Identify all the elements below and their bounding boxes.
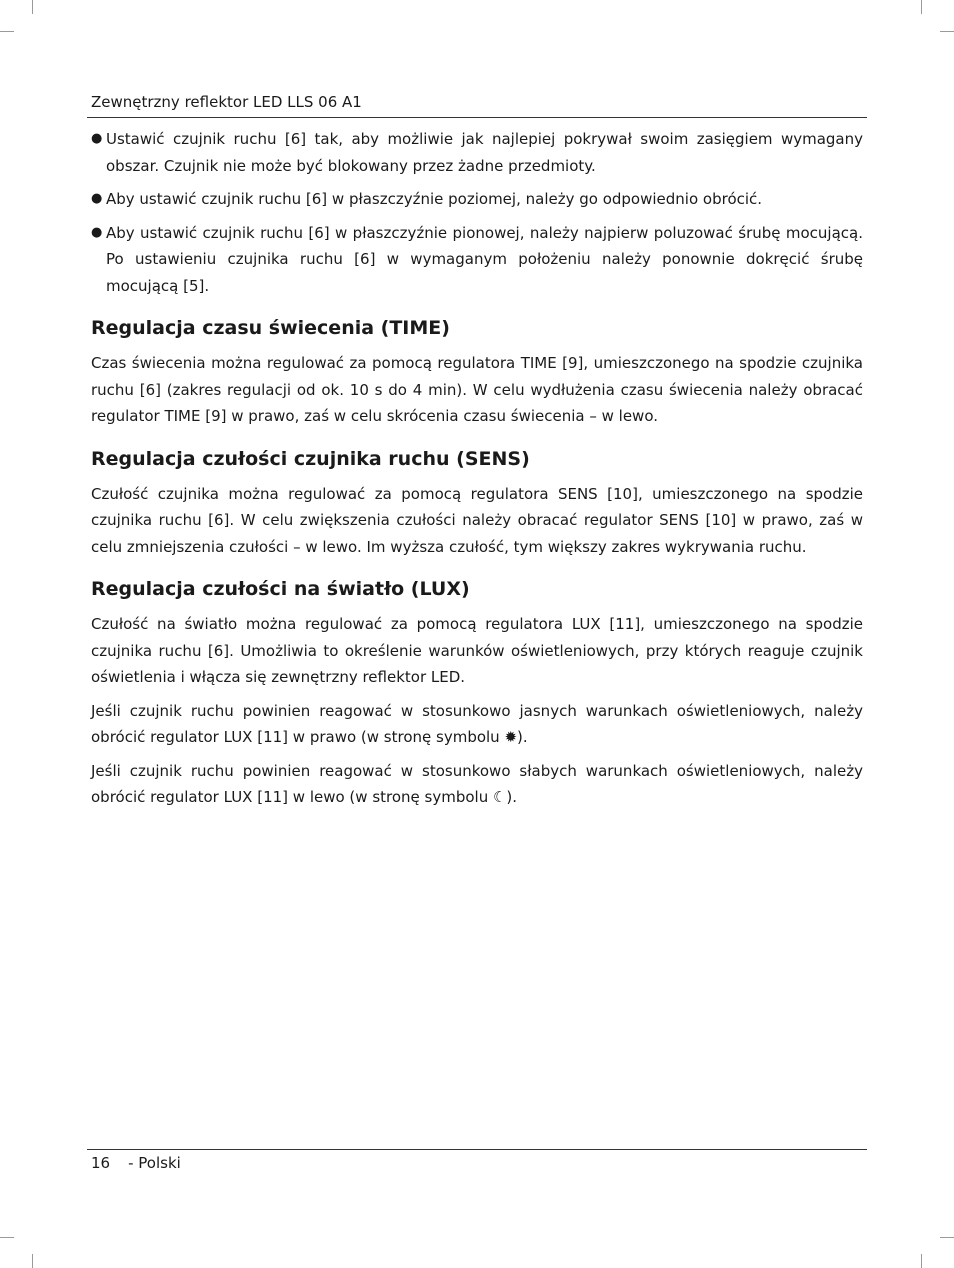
header-divider: [87, 117, 867, 118]
bullet-icon: ●: [91, 131, 103, 146]
crop-mark: [32, 0, 33, 14]
crop-mark: [921, 0, 922, 14]
section-heading-time: Regulacja czasu świecenia (TIME): [91, 317, 450, 339]
paragraph: Czułość na światło można regulować za pomocą regulatora LUX [11], umieszczonego na spodzie czujnika ruchu [6]. Umożliwia to określenie warunków oświetleniowych, przy których reaguje czujnik oświetlenia i włącza się zewnętrzny reflektor LED.: [91, 615, 863, 686]
paragraph: Jeśli czujnik ruchu powinien reagować w stosunkowo jasnych warunkach oświetleniowych, należy obrócić regulator LUX [11] w prawo (w stronę symbolu ✹).: [91, 701, 863, 746]
crop-mark: [0, 31, 14, 32]
bullet-icon: ●: [91, 224, 103, 240]
section-heading-sens: Regulacja czułości czujnika ruchu (SENS): [91, 447, 530, 470]
bullet-item: [91, 126, 863, 179]
crop-mark: [921, 1254, 922, 1268]
page-body: [91, 126, 863, 818]
bullet-text: Aby ustawić czujnik ruchu [6] w płaszczyźnie poziomej, należy go odpowiednio obrócić.: [106, 190, 763, 208]
bullet-text: Ustawić czujnik ruchu [6] tak, aby możliwie jak najlepiej pokrywał swoim zasięgiem wymagany obszar. Czujnik nie może być blokowany przez żadne przedmioty.: [106, 130, 863, 175]
crop-mark: [940, 31, 954, 32]
footer-divider: [87, 1149, 867, 1150]
paragraph: Czas świecenia można regulować za pomocą regulatora TIME [9], umieszczonego na spodzie czujnika ruchu [6] (zakres regulacji od ok. 10 s do 4 min). W celu wydłużenia czasu świecenia należy obracać regulator TIME [9] w prawo, zaś w celu skrócenia czasu świecenia – w lewo.: [91, 354, 863, 425]
bullet-item: [91, 220, 863, 300]
crop-mark: [0, 1237, 14, 1238]
running-header: Zewnętrzny reflektor LED LLS 06 A1: [91, 93, 362, 111]
crop-mark: [32, 1254, 33, 1268]
paragraph: Czułość czujnika można regulować za pomocą regulatora SENS [10], umieszczonego na spodzie czujnika ruchu [6]. W celu zwiększenia czułości należy obracać regulator SENS [10] w prawo, zaś w celu zmniejszenia czułości – w lewo. Im wyższa czułość, tym większy zakres wykrywania ruchu.: [91, 484, 863, 556]
bullet-icon: ●: [91, 191, 103, 206]
bullet-item: [91, 186, 863, 213]
section-heading-lux: Regulacja czułości na światło (LUX): [91, 578, 470, 600]
crop-mark: [940, 1237, 954, 1238]
footer-language: - Polski: [128, 1154, 181, 1172]
bullet-text: Aby ustawić czujnik ruchu [6] w płaszczyźnie pionowej, należy najpierw poluzować śrubę mocującą. Po ustawieniu czujnika ruchu [6] w wymaganym położeniu należy ponownie dokręcić śrubę mocującą [5].: [106, 223, 863, 295]
page-number: 16: [91, 1154, 111, 1172]
page-footer: [91, 1154, 181, 1172]
paragraph: Jeśli czujnik ruchu powinien reagować w stosunkowo słabych warunkach oświetleniowych, należy obrócić regulator LUX [11] w lewo (w stronę symbolu ☾).: [91, 761, 863, 806]
